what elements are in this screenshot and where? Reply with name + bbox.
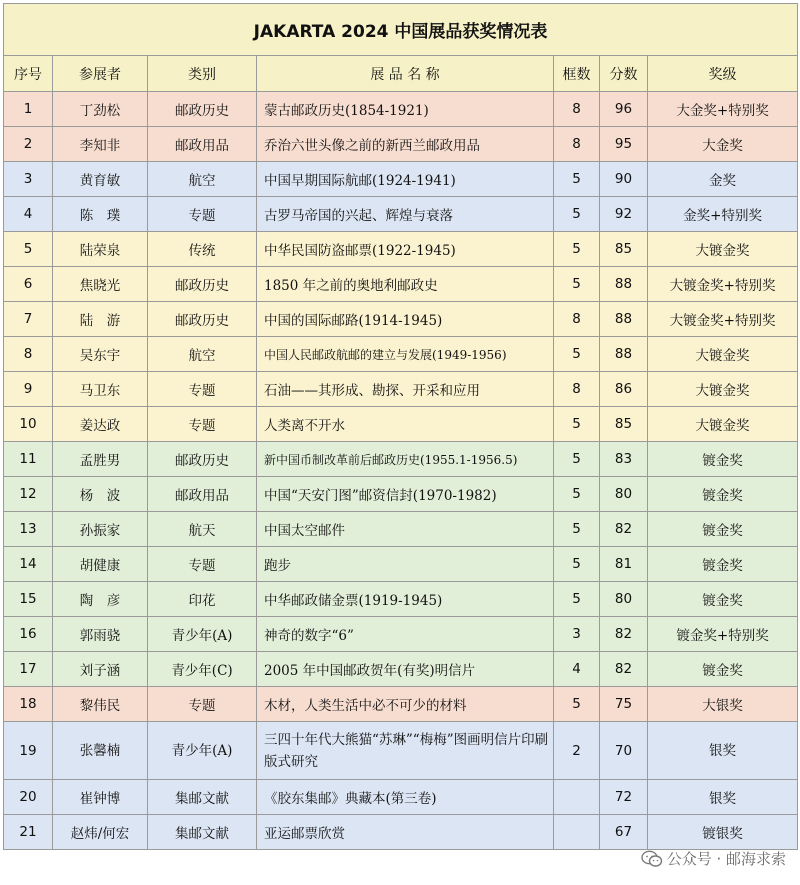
cell-category: 集邮文献	[148, 780, 257, 815]
cell-frames: 5	[554, 267, 600, 302]
cell-frames: 5	[554, 477, 600, 512]
cell-frames: 5	[554, 442, 600, 477]
watermark	[641, 848, 786, 869]
cell-award: 镀金奖	[648, 652, 798, 687]
cell-exhibit-name: 中国人民邮政航邮的建立与发展(1949-1956)	[257, 337, 554, 372]
cell-award: 镀金奖	[648, 582, 798, 617]
header-row	[4, 56, 798, 92]
table-row	[4, 407, 798, 442]
cell-no: 5	[4, 232, 53, 267]
cell-category: 航空	[148, 162, 257, 197]
cell-award: 大镀金奖	[648, 232, 798, 267]
cell-score: 86	[600, 372, 648, 407]
cell-score: 90	[600, 162, 648, 197]
table-row	[4, 232, 798, 267]
cell-no: 15	[4, 582, 53, 617]
table-row	[4, 815, 798, 850]
table-row	[4, 582, 798, 617]
cell-score: 85	[600, 407, 648, 442]
cell-category: 邮政用品	[148, 477, 257, 512]
cell-exhibit-name: 三四十年代大熊猫“苏琳”“梅梅”图画明信片印刷版式研究	[257, 722, 554, 780]
cell-exhibitor: 丁劲松	[53, 92, 148, 127]
cell-score: 83	[600, 442, 648, 477]
cell-no: 8	[4, 337, 53, 372]
cell-exhibit-name: 中国早期国际航邮(1924-1941)	[257, 162, 554, 197]
cell-exhibitor: 孙振家	[53, 512, 148, 547]
cell-frames: 8	[554, 92, 600, 127]
cell-no: 1	[4, 92, 53, 127]
table-body	[4, 92, 798, 850]
cell-exhibitor: 陆荣泉	[53, 232, 148, 267]
table-row	[4, 617, 798, 652]
cell-no: 4	[4, 197, 53, 232]
cell-exhibit-name: 《胶东集邮》典藏本(第三卷)	[257, 780, 554, 815]
header-frames: 框数	[554, 56, 600, 92]
cell-no: 10	[4, 407, 53, 442]
cell-exhibitor: 马卫东	[53, 372, 148, 407]
cell-exhibit-name: 中国太空邮件	[257, 512, 554, 547]
title-row	[4, 4, 798, 56]
cell-frames: 5	[554, 162, 600, 197]
table-row	[4, 547, 798, 582]
cell-exhibitor: 孟胜男	[53, 442, 148, 477]
cell-frames: 8	[554, 302, 600, 337]
cell-score: 67	[600, 815, 648, 850]
cell-score: 70	[600, 722, 648, 780]
cell-score: 80	[600, 582, 648, 617]
cell-exhibitor: 张馨楠	[53, 722, 148, 780]
cell-no: 11	[4, 442, 53, 477]
cell-exhibit-name: 新中国币制改革前后邮政历史(1955.1-1956.5)	[257, 442, 554, 477]
header-no: 序号	[4, 56, 53, 92]
cell-exhibit-name: 古罗马帝国的兴起、辉煌与衰落	[257, 197, 554, 232]
table-row	[4, 302, 798, 337]
cell-frames: 5	[554, 407, 600, 442]
table-row	[4, 92, 798, 127]
cell-exhibit-name: 中华民国防盗邮票(1922-1945)	[257, 232, 554, 267]
cell-exhibit-name: 石油——其形成、勘探、开采和应用	[257, 372, 554, 407]
cell-frames	[554, 780, 600, 815]
cell-exhibit-name: 中华邮政储金票(1919-1945)	[257, 582, 554, 617]
cell-award: 金奖+特别奖	[648, 197, 798, 232]
cell-frames: 8	[554, 127, 600, 162]
cell-category: 邮政历史	[148, 442, 257, 477]
cell-frames: 5	[554, 547, 600, 582]
cell-no: 13	[4, 512, 53, 547]
table-row	[4, 372, 798, 407]
table-row	[4, 477, 798, 512]
cell-frames: 5	[554, 197, 600, 232]
cell-exhibit-name: 2005 年中国邮政贺年(有奖)明信片	[257, 652, 554, 687]
cell-category: 邮政历史	[148, 302, 257, 337]
table-row	[4, 512, 798, 547]
cell-exhibit-name: 中国的国际邮路(1914-1945)	[257, 302, 554, 337]
cell-exhibit-name: 人类离不开水	[257, 407, 554, 442]
header-score: 分数	[600, 56, 648, 92]
table-row	[4, 722, 798, 780]
cell-exhibitor: 陶 彦	[53, 582, 148, 617]
cell-frames: 5	[554, 582, 600, 617]
header-category: 类别	[148, 56, 257, 92]
table-row	[4, 127, 798, 162]
cell-category: 邮政用品	[148, 127, 257, 162]
cell-no: 6	[4, 267, 53, 302]
cell-no: 16	[4, 617, 53, 652]
cell-award: 金奖	[648, 162, 798, 197]
cell-category: 邮政历史	[148, 267, 257, 302]
cell-exhibitor: 黎伟民	[53, 687, 148, 722]
table-row	[4, 780, 798, 815]
cell-frames: 8	[554, 372, 600, 407]
cell-frames: 2	[554, 722, 600, 780]
cell-no: 17	[4, 652, 53, 687]
cell-award: 镀银奖	[648, 815, 798, 850]
cell-frames: 5	[554, 232, 600, 267]
table-row	[4, 687, 798, 722]
header-exhibitor: 参展者	[53, 56, 148, 92]
cell-score: 80	[600, 477, 648, 512]
cell-category: 专题	[148, 547, 257, 582]
cell-category: 邮政历史	[148, 92, 257, 127]
table-row	[4, 267, 798, 302]
cell-score: 75	[600, 687, 648, 722]
cell-no: 19	[4, 722, 53, 780]
cell-exhibit-name: 中国“天安门图”邮资信封(1970-1982)	[257, 477, 554, 512]
cell-no: 9	[4, 372, 53, 407]
cell-award: 银奖	[648, 780, 798, 815]
cell-exhibit-name: 1850 年之前的奥地利邮政史	[257, 267, 554, 302]
cell-exhibitor: 吴东宇	[53, 337, 148, 372]
cell-frames: 4	[554, 652, 600, 687]
cell-score: 85	[600, 232, 648, 267]
cell-score: 88	[600, 302, 648, 337]
cell-category: 航空	[148, 337, 257, 372]
cell-no: 12	[4, 477, 53, 512]
cell-no: 2	[4, 127, 53, 162]
header-exhibit-name: 展 品 名 称	[257, 56, 554, 92]
cell-award: 大镀金奖+特别奖	[648, 267, 798, 302]
table-row	[4, 337, 798, 372]
cell-award: 镀金奖	[648, 477, 798, 512]
cell-award: 银奖	[648, 722, 798, 780]
cell-exhibit-name: 蒙古邮政历史(1854-1921)	[257, 92, 554, 127]
cell-award: 大镀金奖	[648, 337, 798, 372]
cell-award: 镀金奖+特别奖	[648, 617, 798, 652]
cell-score: 96	[600, 92, 648, 127]
cell-score: 82	[600, 652, 648, 687]
cell-exhibitor: 郭雨骁	[53, 617, 148, 652]
award-table	[3, 3, 798, 850]
cell-category: 航天	[148, 512, 257, 547]
cell-exhibitor: 焦晓光	[53, 267, 148, 302]
cell-award: 镀金奖	[648, 512, 798, 547]
cell-exhibitor: 胡健康	[53, 547, 148, 582]
cell-award: 大镀金奖+特别奖	[648, 302, 798, 337]
cell-category: 青少年(A)	[148, 617, 257, 652]
cell-award: 大金奖	[648, 127, 798, 162]
cell-category: 专题	[148, 372, 257, 407]
cell-exhibitor: 陆 游	[53, 302, 148, 337]
cell-score: 72	[600, 780, 648, 815]
cell-frames	[554, 815, 600, 850]
table-row	[4, 442, 798, 477]
cell-exhibitor: 杨 波	[53, 477, 148, 512]
cell-score: 88	[600, 337, 648, 372]
cell-frames: 5	[554, 337, 600, 372]
cell-exhibit-name: 亚运邮票欣赏	[257, 815, 554, 850]
table-title: JAKARTA 2024 中国展品获奖情况表	[4, 4, 798, 56]
header-award: 奖级	[648, 56, 798, 92]
cell-award: 大金奖+特别奖	[648, 92, 798, 127]
cell-no: 20	[4, 780, 53, 815]
cell-exhibit-name: 神奇的数字“6”	[257, 617, 554, 652]
cell-score: 81	[600, 547, 648, 582]
cell-category: 传统	[148, 232, 257, 267]
cell-award: 镀金奖	[648, 442, 798, 477]
cell-category: 专题	[148, 687, 257, 722]
cell-score: 82	[600, 617, 648, 652]
cell-exhibit-name: 乔治六世头像之前的新西兰邮政用品	[257, 127, 554, 162]
cell-frames: 3	[554, 617, 600, 652]
cell-award: 镀金奖	[648, 547, 798, 582]
cell-no: 18	[4, 687, 53, 722]
cell-category: 青少年(A)	[148, 722, 257, 780]
cell-no: 3	[4, 162, 53, 197]
cell-exhibit-name: 跑步	[257, 547, 554, 582]
cell-category: 集邮文献	[148, 815, 257, 850]
table-row	[4, 197, 798, 232]
wechat-icon	[641, 850, 663, 868]
cell-exhibit-name: 木材，人类生活中必不可少的材料	[257, 687, 554, 722]
cell-category: 印花	[148, 582, 257, 617]
cell-score: 88	[600, 267, 648, 302]
cell-award: 大镀金奖	[648, 407, 798, 442]
cell-no: 21	[4, 815, 53, 850]
cell-award: 大银奖	[648, 687, 798, 722]
cell-no: 14	[4, 547, 53, 582]
table-row	[4, 162, 798, 197]
cell-score: 82	[600, 512, 648, 547]
cell-exhibitor: 李知非	[53, 127, 148, 162]
cell-category: 专题	[148, 197, 257, 232]
cell-score: 95	[600, 127, 648, 162]
cell-exhibitor: 刘子涵	[53, 652, 148, 687]
watermark-text: 公众号 · 邮海求索	[666, 850, 786, 868]
cell-frames: 5	[554, 512, 600, 547]
cell-exhibitor: 姜达政	[53, 407, 148, 442]
cell-score: 92	[600, 197, 648, 232]
cell-frames: 5	[554, 687, 600, 722]
cell-exhibitor: 崔钟博	[53, 780, 148, 815]
cell-exhibitor: 黄育敏	[53, 162, 148, 197]
cell-no: 7	[4, 302, 53, 337]
table-row	[4, 652, 798, 687]
cell-exhibitor: 赵炜/何宏	[53, 815, 148, 850]
cell-exhibitor: 陈 璞	[53, 197, 148, 232]
cell-award: 大镀金奖	[648, 372, 798, 407]
cell-category: 专题	[148, 407, 257, 442]
cell-category: 青少年(C)	[148, 652, 257, 687]
